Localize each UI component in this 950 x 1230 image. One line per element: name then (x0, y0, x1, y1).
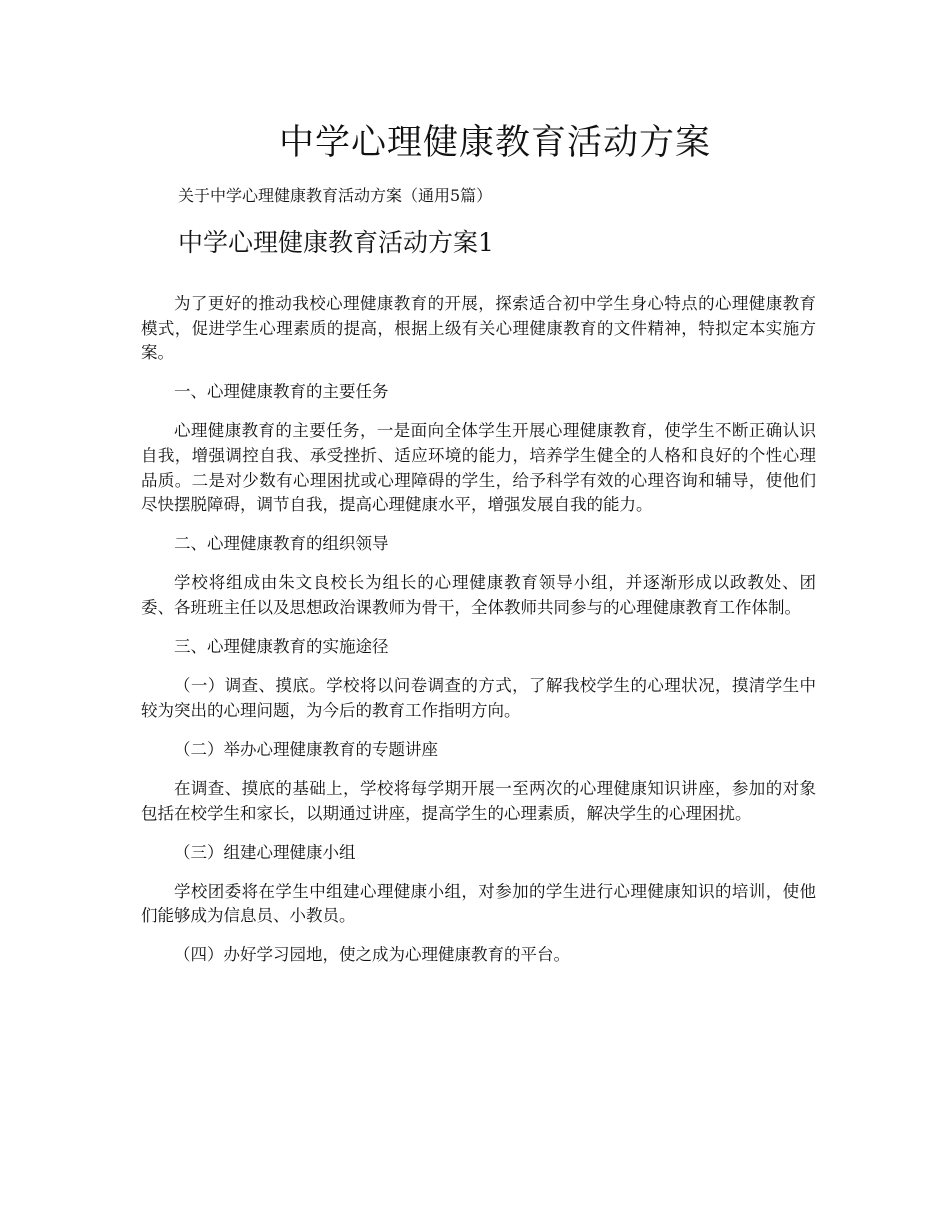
paragraph-groups: 学校团委将在学生中组建心理健康小组，对参加的学生进行心理健康知识的培训，使他们能够成为信息员、小教员。 (141, 881, 816, 926)
paragraph-intro: 为了更好的推动我校心理健康教育的开展，探索适合初中学生身心特点的心理健康教育模式，促进学生心理素质的提高，根据上级有关心理健康教育的文件精神，特拟定本实施方案。 (141, 294, 816, 363)
heading-groups: （三）组建心理健康小组 (174, 842, 356, 862)
document-subtitle: 关于中学心理健康教育活动方案（通用5篇） (178, 186, 493, 205)
paragraph-lectures: 在调查、摸底的基础上，学校将每学期开展一至两次的心理健康知识讲座，参加的对象包括在校学生和家长，以期通过讲座，提高学生的心理素质，解决学生的心理困扰。 (141, 778, 816, 823)
heading-lectures: （二）举办心理健康教育的专题讲座 (174, 739, 438, 759)
heading-organization: 二、心理健康教育的组织领导 (174, 534, 389, 554)
section-heading: 中学心理健康教育活动方案1 (178, 228, 494, 257)
heading-main-tasks: 一、心理健康教育的主要任务 (174, 382, 389, 402)
paragraph-organization: 学校将组成由朱文良校长为组长的心理健康教育领导小组，并逐渐形成以政教处、团委、各班班主任以及思想政治课教师为骨干，全体教师共同参与的心理健康教育工作体制。 (141, 573, 816, 617)
heading-implementation: 三、心理健康教育的实施途径 (174, 637, 389, 657)
paragraph-main-tasks: 心理健康教育的主要任务，一是面向全体学生开展心理健康教育，使学生不断正确认识自我，增强调控自我、承受挫折、适应环境的能力，培养学生健全的人格和良好的个性心理品质。二是对少数有心理困扰或心理障碍的学生，给予科学有效的心理咨询和辅导，使他们尽快摆脱障碍，调节自我，提高心理健康水平，增强发展自我的能力。 (141, 421, 816, 515)
document-body (141, 292, 816, 982)
document-title: 中学心理健康教育活动方案 (278, 123, 711, 164)
paragraph-survey: （一）调查、摸底。学校将以问卷调查的方式，了解我校学生的心理状况，摸清学生中较为突出的心理问题，为今后的教育工作指明方向。 (141, 676, 816, 720)
heading-study-garden: （四）办好学习园地，使之成为心理健康教育的平台。 (174, 945, 570, 965)
